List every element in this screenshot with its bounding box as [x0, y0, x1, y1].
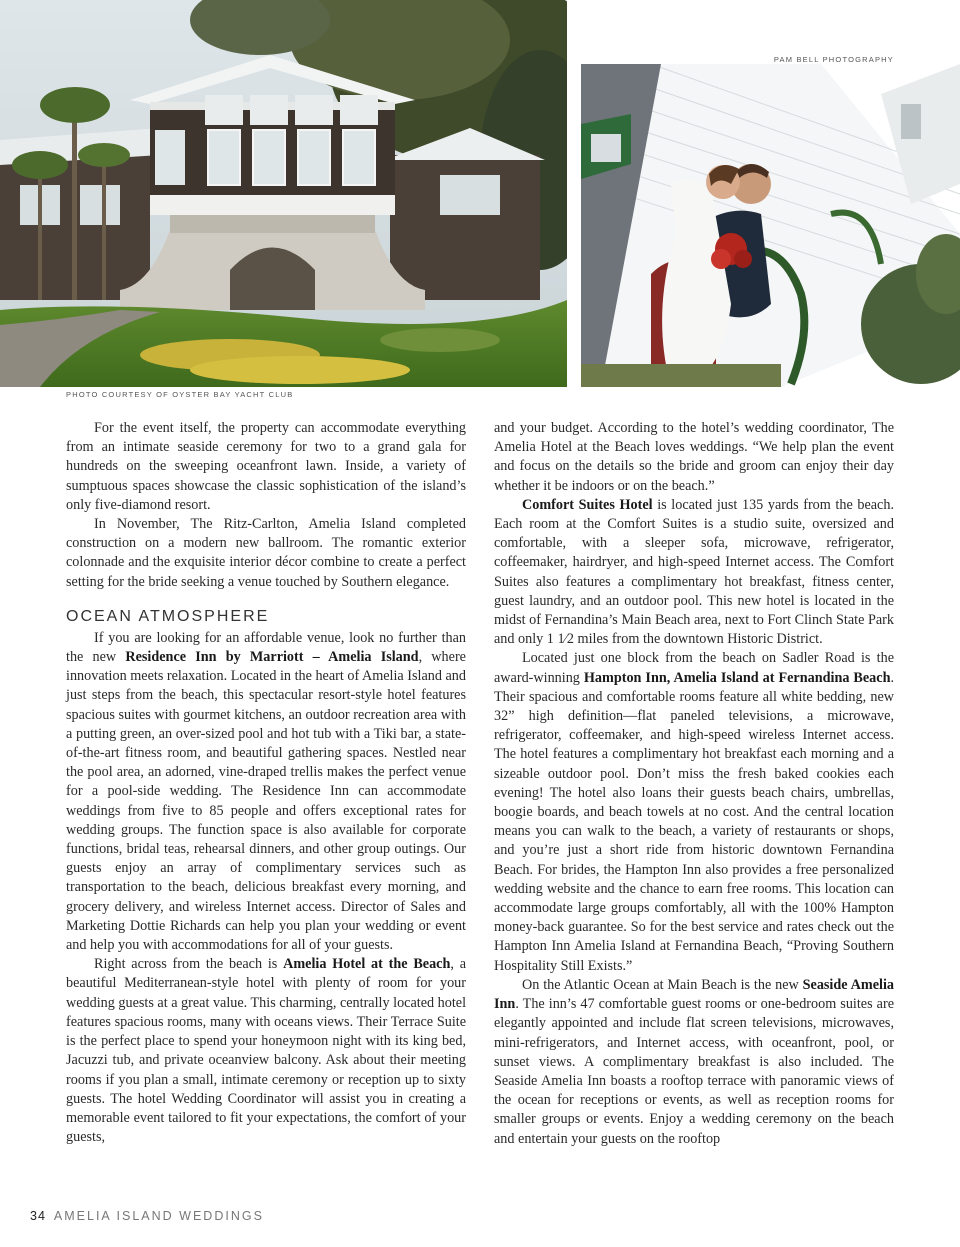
paragraph: For the event itself, the property can accommodate everything from an intimate seaside ceremony for two to a grand gala for hundreds on the sweeping oceanfront lawn. Inside, a variety of sumptuous spaces showcase the classic sophistication of the island’s only five-diamond resort. — [66, 420, 466, 513]
wedding-couple-photo — [581, 64, 960, 387]
venue-name: Residence Inn by Marriott – Amelia Island — [125, 649, 419, 666]
paragraph: and your budget. According to the hotel’s wedding coordinator, The Amelia Hotel at the Beach loves weddings. “We help plan the event and focus on the details so the bride and groom can enjoy their day whether it be indoors or on the beach.” — [494, 420, 894, 494]
venue-name: Comfort Suites Hotel — [522, 496, 653, 513]
paragraph: Located just one block from the beach on Sadler Road is the award-winning Hampton Inn, Amelia Island at Fernandina Beach. Their spacious and comfortable rooms feature all white bedding, new 32” high definition—flat paneled televisions, a microwave, refrigerator, coffeemaker, and high-speed wireless Internet access. The hotel features a complimentary hot breakfast each morning and a sizeable outdoor pool. Don’t miss the fresh baked cookies each evening! The hotel also loans their guests beach chairs, umbrellas, boogie boards, and beach towels at no cost. And the central location means you can walk to the beach, a variety of restaurants or shops, and you’re just a short ride from historic downtown Fernandina Beach. For brides, the Hampton Inn also provides a free personalized wedding website and the chance to earn free rooms. This location can accommodate large groups comfortably, all with the 100% Hampton money-back guarantee. So for the best service and rates check out the Hampton Inn Amelia Island at Fernandina Beach, “Proving Southern Hospitality Still Exists.” — [494, 650, 895, 974]
venue-name: Amelia Hotel at the Beach — [283, 956, 451, 973]
paragraph: If you are looking for an affordable venue, look no further than the new Residence Inn by Marriott – Amelia Island, where innovation meets relaxation. Located in the heart of Amelia Island and just steps from the beach, this spectacular resort-style hotel features spacious suites with gourmet kitchens, an outdoor recreation area with a putting green, an over-sized pool and hot tub with a Tiki bar, a state-of-the-art fitness room, and beautiful gathering spaces. Nestled near the pool area, an adorned, vine-draped trellis makes the perfect venue for a pool-side wedding. The Residence Inn can accommodate weddings from five to 85 people and offers exceptional rates for wedding groups. The function space is also available for corporate functions, bridal teas, rehearsal dinners, and other group outings. Our guests enjoy an array of complimentary services such as transportation to the beach, delicious breakfast every morning, and grocery delivery, and wireless Internet access. Director of Sales and Marketing Dottie Richards can help you plan your wedding or event and help you with accommodations for all of your guests. — [66, 629, 466, 954]
venue-name: Seaside Amelia Inn — [494, 976, 894, 1013]
publication-name: AMELIA ISLAND WEDDINGS — [53, 1209, 264, 1223]
paragraph: Right across from the beach is Amelia Hotel at the Beach, a beautiful Mediterranean-style hotel with plenty of room for your wedding guests at a great value. This charming, centrally located hotel features spacious rooms, many with oceans views. Their Terrace Suite is the perfect place to spend your honeymoon night with its king bed, Jacuzzi tub, and private oceanview balcony. Ask about their meeting rooms if you plan a small, intimate ceremony or reception up to sixty guests. The hotel Wedding Coordinator will assist you in creating a memorable event tailored to fit your expectations, the comfort of your guests, — [66, 956, 467, 1146]
paragraph: Comfort Suites Hotel is located just 135 yards from the beach. Each room at the Comfort Suites is a studio suite, oversized and comfortable, with a sleeper sofa, microwave, refrigerator, coffeemaker, hairdryer, and high-speed Internet access. The Comfort Suites also features a complimentary hot breakfast, fitness center, guest laundry, and an outdoor pool. This new hotel is located in the midst of Fernandina’s Main Beach area, next to Fort Clinch State Park and only 1 1⁄2 miles from the downtown Historic District. — [494, 496, 894, 648]
photo-credit-left: PHOTO COURTESY OF OYSTER BAY YACHT CLUB — [66, 390, 294, 399]
page-number: 34 — [30, 1209, 46, 1223]
building-illustration — [0, 0, 567, 387]
article-column-right — [494, 419, 894, 1149]
photo-credit-right: PAM BELL PHOTOGRAPHY — [773, 55, 894, 64]
page-footer — [30, 1209, 264, 1223]
paragraph: In November, The Ritz-Carlton, Amelia Island completed construction on a modern new ballroom. The romantic exterior colonnade and the exquisite interior décor combine to create a perfect setting for the bride seeking a venue touched by Southern elegance. — [66, 516, 466, 590]
paragraph: On the Atlantic Ocean at Main Beach is the new Seaside Amelia Inn. The inn’s 47 comfortable guest rooms or one-bedroom suites are elegantly appointed and include flat screen televisions, microwaves, mini-refrigerators, and Internet access, with oceanfront, pool, or sunset views. A complimentary breakfast is also included. The Seaside Amelia Inn boasts a rooftop terrace with panoramic views of the ocean for receptions or events, as well as reception rooms for smaller groups or events. Enjoy a wedding ceremony on the beach and entertain your guests on the rooftop — [494, 976, 894, 1147]
wedding-illustration — [581, 64, 960, 387]
venue-name: Hampton Inn, Amelia Island at Fernandina Beach — [583, 669, 891, 686]
article-column-left — [66, 419, 466, 1147]
section-heading: OCEAN ATMOSPHERE — [66, 607, 270, 625]
building-photo — [0, 0, 567, 387]
